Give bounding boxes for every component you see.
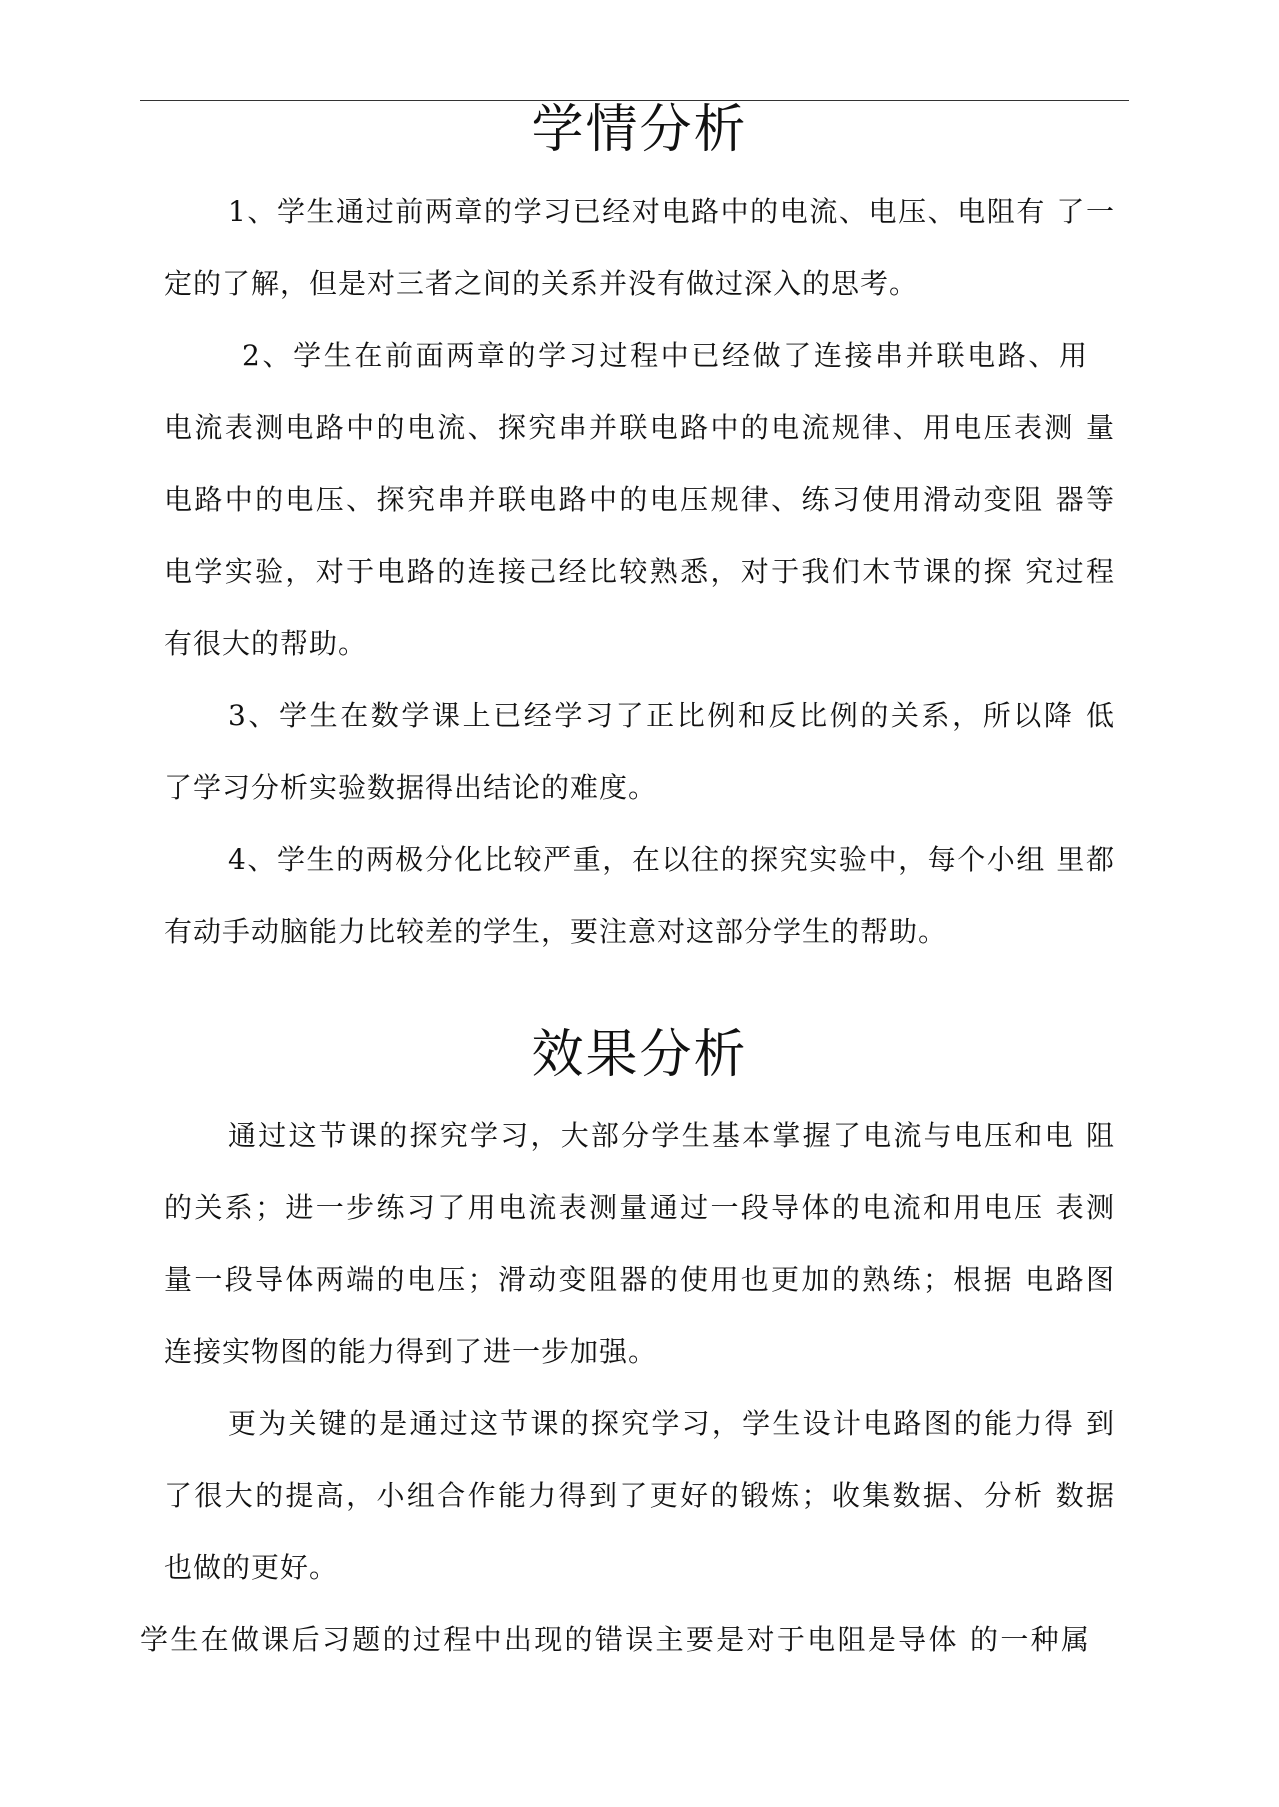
paragraph-line: 4、学生的两极分化比较严重，在以往的探究实验中，每个小组 里都 (228, 843, 1115, 876)
paragraph-line: 通过这节课的探究学习，大部分学生基本掌握了电流与电压和电 阻 (228, 1119, 1115, 1152)
paragraph-line: 了学习分析实验数据得出结论的难度。 (164, 771, 658, 804)
paragraph-line: 电学实验，对于电路的连接己经比较熟悉，对于我们木节课的探 究过程 (164, 555, 1115, 588)
paragraph-line: 学生在做课后习题的过程中出现的错误主要是对于电阻是导体 的一种属 (140, 1623, 1090, 1656)
paragraph-line: 3、学生在数学课上已经学习了正比例和反比例的关系，所以降 低 (228, 699, 1115, 732)
paragraph-line: 1、学生通过前两章的学习已经对电路中的电流、电压、电阻有 了一 (228, 195, 1115, 228)
paragraph-line: 连接实物图的能力得到了进一步加强。 (164, 1335, 658, 1368)
paragraph-line: 电流表测电路中的电流、探究串并联电路中的电流规律、用电压表测 量 (164, 411, 1115, 444)
section-heading-effect-analysis: 效果分析 (531, 1025, 748, 1085)
paragraph-line: 了很大的提高，小组合作能力得到了更好的锻炼；收集数据、分析 数据 (164, 1479, 1115, 1512)
paragraph-line: 有动手动脑能力比较差的学生，要注意对这部分学生的帮助。 (164, 915, 948, 948)
paragraph-line: 更为关键的是通过这节课的探究学习，学生设计电路图的能力得 到 (228, 1407, 1115, 1440)
paragraph-line: 的关系；进一步练习了用电流表测量通过一段导体的电流和用电压 表测 (164, 1191, 1115, 1224)
section-heading-learning-analysis: 学情分析 (531, 100, 748, 160)
paragraph-line: 定的了解，但是对三者之间的关系并没有做过深入的思考。 (164, 267, 919, 300)
paragraph-line: 2、学生在前面两章的学习过程中已经做了连接串并联电路、用 (242, 339, 1088, 372)
paragraph-line: 量一段导体两端的电压；滑动变阻器的使用也更加的熟练；根据 电路图 (164, 1263, 1115, 1296)
paragraph-line: 也做的更好。 (164, 1551, 339, 1584)
paragraph-line: 有很大的帮助。 (164, 627, 368, 660)
paragraph-line: 电路中的电压、探究串并联电路中的电压规律、练习使用滑动变阻 器等 (164, 483, 1115, 516)
